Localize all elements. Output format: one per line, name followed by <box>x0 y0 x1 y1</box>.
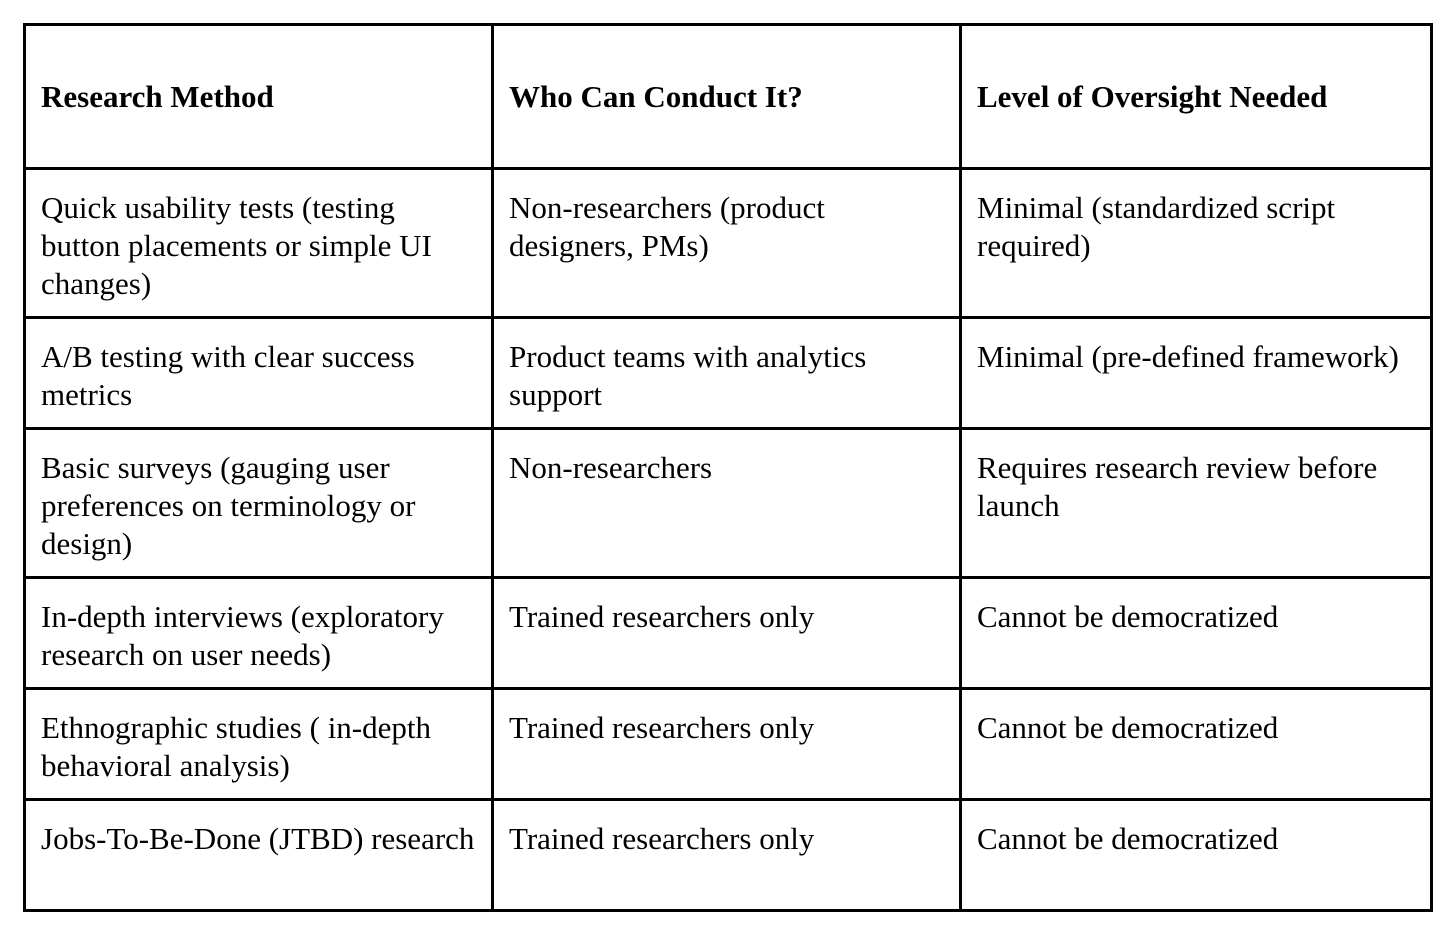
header-research-method: Research Method <box>25 25 493 169</box>
table-row <box>25 689 1432 800</box>
table-row <box>25 800 1432 911</box>
table-row <box>25 318 1432 429</box>
cell-who-can-conduct: Non-researchers (product designers, PMs) <box>493 169 961 318</box>
cell-research-method: In-depth interviews (exploratory research on user needs) <box>25 578 493 689</box>
cell-research-method: Jobs-To-Be-Done (JTBD) research <box>25 800 493 911</box>
cell-oversight-level: Requires research review before launch <box>961 429 1432 578</box>
table-row <box>25 429 1432 578</box>
cell-research-method: Basic surveys (gauging user preferences on terminology or design) <box>25 429 493 578</box>
cell-research-method: A/B testing with clear success metrics <box>25 318 493 429</box>
cell-research-method: Quick usability tests (testing button placements or simple UI changes) <box>25 169 493 318</box>
table-row <box>25 169 1432 318</box>
cell-oversight-level: Cannot be democratized <box>961 578 1432 689</box>
table-header-row <box>25 25 1432 169</box>
header-oversight-level: Level of Oversight Needed <box>961 25 1432 169</box>
table-row <box>25 578 1432 689</box>
cell-oversight-level: Cannot be democratized <box>961 800 1432 911</box>
cell-oversight-level: Minimal (pre-defined framework) <box>961 318 1432 429</box>
cell-oversight-level: Minimal (standardized script required) <box>961 169 1432 318</box>
cell-who-can-conduct: Trained researchers only <box>493 578 961 689</box>
research-methods-table <box>23 23 1433 912</box>
cell-research-method: Ethnographic studies ( in-depth behavioral analysis) <box>25 689 493 800</box>
cell-who-can-conduct: Trained researchers only <box>493 689 961 800</box>
cell-who-can-conduct: Non-researchers <box>493 429 961 578</box>
cell-who-can-conduct: Product teams with analytics support <box>493 318 961 429</box>
header-who-can-conduct: Who Can Conduct It? <box>493 25 961 169</box>
cell-oversight-level: Cannot be democratized <box>961 689 1432 800</box>
cell-who-can-conduct: Trained researchers only <box>493 800 961 911</box>
